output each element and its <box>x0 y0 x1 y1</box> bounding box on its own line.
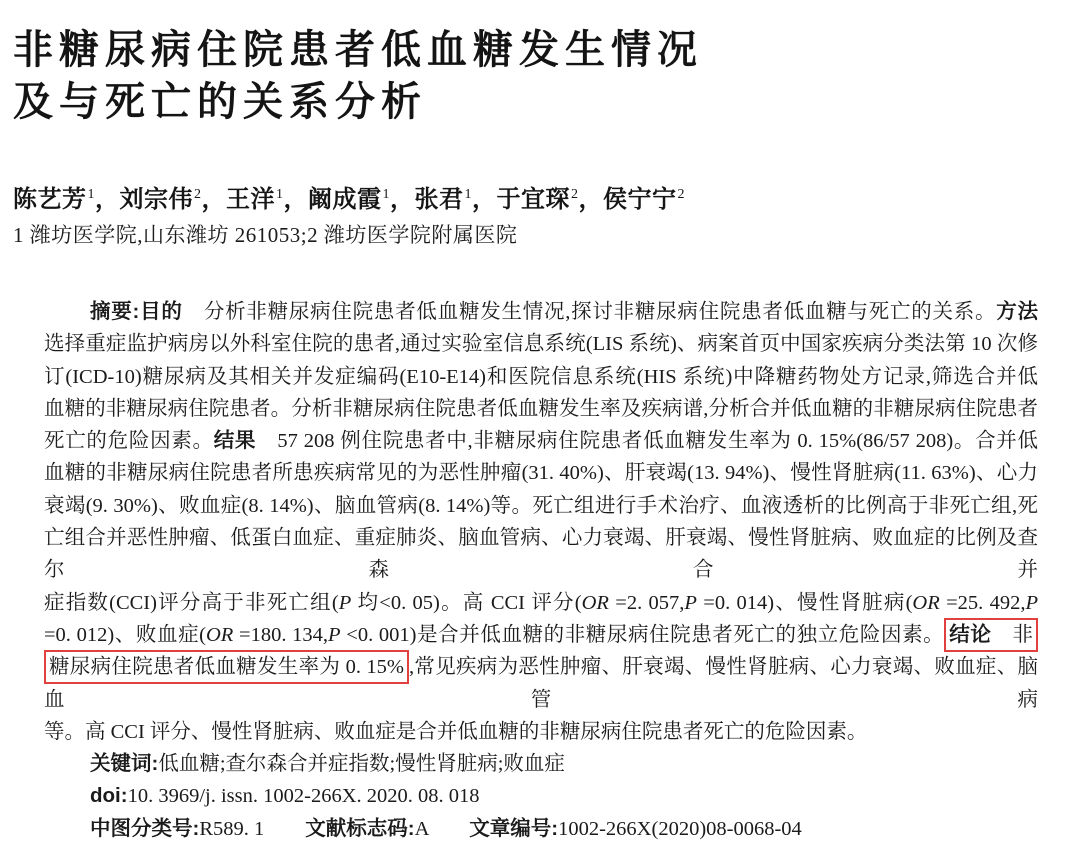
bold-label: 摘要:目的 <box>90 300 183 323</box>
bold-label: 中图分类号: <box>90 816 200 840</box>
text-segment: 低血糖;查尔森合并症指数;慢性肾脏病;败血症 <box>158 753 565 776</box>
bold-label: doi: <box>90 784 128 808</box>
abstract-line <box>44 716 1038 748</box>
text-segment: 1002-266X(2020)08-0068-04 <box>558 817 802 840</box>
abstract-line <box>44 393 1038 425</box>
meta-line <box>44 748 1038 780</box>
text-segment <box>428 818 469 840</box>
abstract-line <box>44 457 1038 489</box>
stat-symbol: P <box>338 591 352 614</box>
abstract-line <box>44 490 1038 522</box>
bold-label: 关键词: <box>90 752 159 776</box>
stat-symbol: OR <box>205 623 234 646</box>
text-segment: 分析非糖尿病住院患者低血糖发生情况,探讨非糖尿病住院患者低血糖与死亡的关系。 <box>182 301 997 323</box>
bold-label: 结论 <box>949 622 992 646</box>
text-segment: 选择重症监护病房以外科室住院的患者,通过实验室信息系统(LIS 系统)、病案首页中国家疾病分类法第 10 次修 <box>44 333 1038 356</box>
affiliation: 1 潍坊医学院,山东潍坊 261053;2 潍坊医学院附属医院 <box>13 223 518 247</box>
highlight-box <box>44 650 409 684</box>
text-segment: A <box>414 817 429 840</box>
stat-symbol: P <box>1025 591 1039 614</box>
bold-label: 结果 <box>213 429 257 453</box>
text-segment: =0. 012)、败血症( <box>44 623 206 646</box>
text-segment: 订(ICD-10)糖尿病及其相关并发症编码(E10-E14)和医院信息系统(HIS 系统)中降糖药物处方记录,筛选合并低 <box>44 365 1038 388</box>
abstract-line <box>44 296 1038 328</box>
text-segment: ,常见疾病为恶性肿瘤、肝衰竭、慢性肾脏病、心力衰竭、败血症、脑血管病 <box>44 656 1039 711</box>
text-segment: =0. 014)、慢性肾脏病( <box>696 591 913 614</box>
author-superscript: 2 <box>194 187 202 202</box>
text-segment: 糖尿病住院患者低血糖发生率为 0. 15% <box>49 656 404 679</box>
bold-label: 文献标志码: <box>305 816 415 840</box>
author-superscript: 2 <box>677 187 685 202</box>
text-segment: 衰竭(9. 30%)、败血症(8. 14%)、脑血管病(8. 14%)等。死亡组进行手术治疗、血液透析的比例高于非死亡组,死 <box>44 494 1038 517</box>
text-segment: 均<0. 05)。高 CCI 评分( <box>351 591 582 614</box>
paper-title-line1: 非糖尿病住院患者低血糖发生情况 <box>13 27 703 72</box>
author-list: 陈艺芳$^1$，刘宗伟$^2$，王洋$^1$，阚成霞$^1$，张君$^1$，于宜琛$^2$，侯宁宁$^2$ <box>13 186 685 213</box>
text-segment: R589. 1 <box>199 817 265 840</box>
text-segment: =180. 134, <box>233 623 329 646</box>
author-name: 张君 <box>414 186 464 213</box>
author-superscript: 1 <box>87 187 95 202</box>
highlight-box <box>944 618 1038 652</box>
text-segment: 57 208 例住院患者中,非糖尿病住院患者低血糖发生率为 0. 15%(86/57 208)。合并低 <box>256 430 1038 453</box>
text-segment: =25. 492, <box>939 591 1026 614</box>
abstract-line <box>44 587 1038 619</box>
text-segment: 10. 3969/j. issn. 1002-266X. 2020. 08. 018 <box>127 785 480 808</box>
abstract-and-meta-block <box>44 296 1038 845</box>
stat-symbol: OR <box>581 591 609 614</box>
text-segment: =2. 057, <box>608 591 685 614</box>
paper-title-line2: 及与死亡的关系分析 <box>13 79 427 124</box>
abstract-line <box>44 361 1038 393</box>
abstract-line <box>44 425 1038 457</box>
meta-line <box>44 813 1038 845</box>
text-segment: <0. 001)是合并低血糖的非糖尿病住院患者死亡的独立危险因素。 <box>340 623 945 646</box>
stat-symbol: P <box>328 623 341 646</box>
author-name: 于宜琛 <box>496 186 570 213</box>
author-name: 阚成霞 <box>308 186 382 213</box>
stat-symbol: OR <box>912 591 940 614</box>
bold-label: 文章编号: <box>469 816 559 840</box>
text-segment: 非 <box>991 623 1034 646</box>
author-name: 刘宗伟 <box>119 186 193 213</box>
text-segment: 血糖的非糖尿病住院患者。分析非糖尿病住院患者低血糖发生率及疾病谱,分析合并低血糖的非糖尿病住院患者 <box>44 397 1038 420</box>
text-segment: 等。高 CCI 评分、慢性肾脏病、败血症是合并低血糖的非糖尿病住院患者死亡的危险因素。 <box>44 720 868 743</box>
abstract-line <box>44 522 1038 587</box>
author-superscript: 1 <box>464 187 472 202</box>
paper-title <box>13 24 703 128</box>
author-name: 陈艺芳 <box>13 186 87 213</box>
text-segment: 亡组合并恶性肿瘤、低蛋白血症、重症肺炎、脑血管病、心力衰竭、肝衰竭、慢性肾脏病、败血症的比例及查尔森合并 <box>44 527 1038 582</box>
abstract-line <box>44 328 1038 360</box>
text-segment: 症指数(CCI)评分高于非死亡组( <box>44 591 339 614</box>
abstract-line <box>44 651 1038 716</box>
stat-symbol: P <box>684 591 697 614</box>
text-segment <box>264 818 305 840</box>
abstract-line <box>44 619 1038 651</box>
bold-label: 方法 <box>996 300 1039 323</box>
meta-line <box>44 780 1038 812</box>
text-segment: 血糖的非糖尿病住院患者所患疾病常见的为恶性肿瘤(31. 40%)、肝衰竭(13. 94%)、慢性肾脏病(11. 63%)、心力 <box>44 462 1038 485</box>
author-superscript: 1 <box>382 187 390 202</box>
author-name: 王洋 <box>226 186 275 213</box>
author-superscript: 1 <box>276 187 284 202</box>
author-superscript: 2 <box>571 187 579 202</box>
author-name: 侯宁宁 <box>603 186 677 213</box>
text-segment: 死亡的危险因素。 <box>44 430 214 453</box>
